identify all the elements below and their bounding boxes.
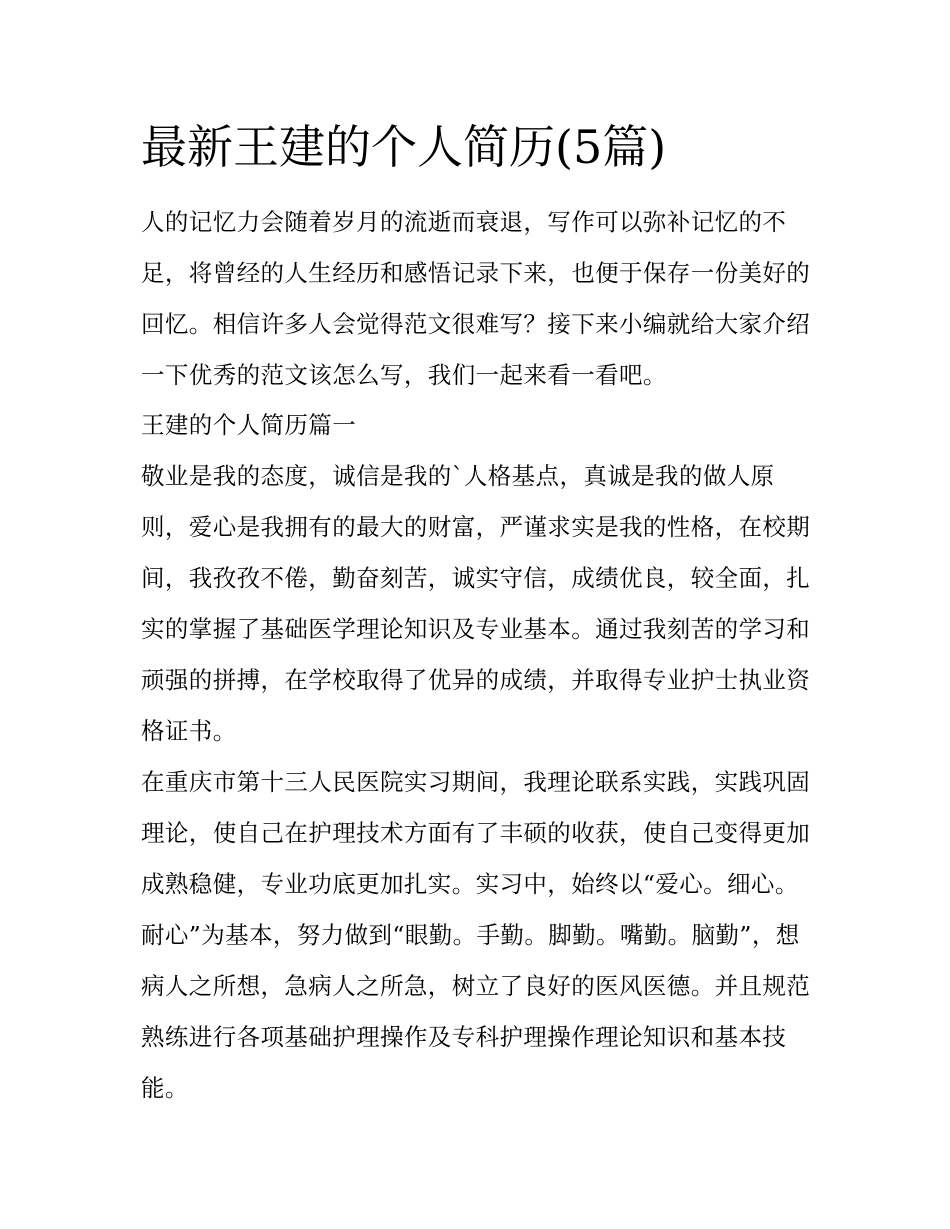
section-heading: 王建的个人简历篇一 bbox=[141, 411, 357, 439]
body-paragraph-1: 敬业是我的态度，诚信是我的`人格基点，真诚是我的做人原则，爱心是我拥有的最大的财富，严谨求实是我的性格，在校期间，我孜孜不倦，勤奋刻苦，诚实守信，成绩优良，较全面，扎实的掌握了基础医学理论知识及专业基本。通过我刻苦的学习和顽强的拼搏，在学校取得了优异的成绩，并取得专业护士执业资格证书。 bbox=[141, 462, 811, 745]
intro-paragraph: 人的记忆力会随着岁月的流逝而衰退，写作可以弥补记忆的不足，将曾经的人生经历和感悟记录下来，也便于保存一份美好的回忆。相信许多人会觉得范文很难写？接下来小编就给大家介绍一下优秀的范文该怎么写，我们一起来看一看吧。 bbox=[141, 208, 811, 389]
page-title: 最新王建的个人简历(5篇) bbox=[141, 120, 667, 174]
body-paragraph-2: 在重庆市第十三人民医院实习期间，我理论联系实践，实践巩固理论，使自己在护理技术方面有了丰硕的收获，使自己变得更加成熟稳健，专业功底更加扎实。实习中，始终以“爱心。细心。耐心”为基本，努力做到“眼勤。手勤。脚勤。嘴勤。脑勤”，想病人之所想，急病人之所急，树立了良好的医风医德。并且规范熟练进行各项基础护理操作及专科护理操作理论知识和基本技能。 bbox=[141, 768, 811, 1102]
